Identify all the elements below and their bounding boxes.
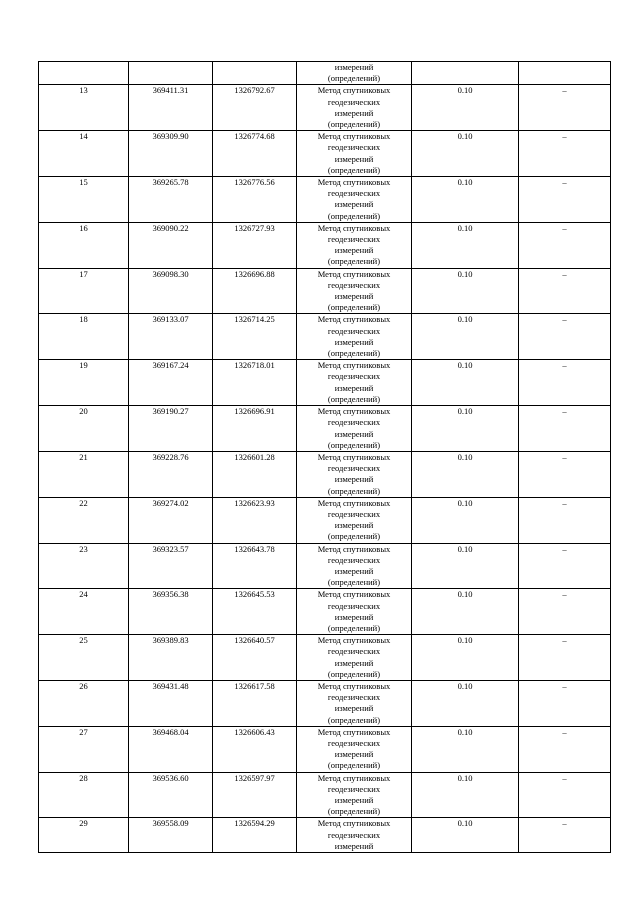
method-line: измерений xyxy=(334,840,374,851)
method-line: измерений xyxy=(334,382,374,393)
accuracy-cell: 0.10 xyxy=(412,497,519,543)
x-coordinate-cell: 369190.27 xyxy=(129,406,213,452)
method-line: (определений) xyxy=(327,806,381,817)
accuracy-cell: 0.10 xyxy=(412,680,519,726)
x-coordinate-cell: 369389.83 xyxy=(129,635,213,681)
method-line: измерений xyxy=(334,474,374,485)
method-cell xyxy=(297,177,412,223)
method-line: (определений) xyxy=(327,119,381,130)
method-line: Метод спутниковых xyxy=(317,497,391,508)
method-line: (определений) xyxy=(327,485,381,496)
method-cell xyxy=(297,589,412,635)
point-number-cell xyxy=(39,62,129,85)
method-line: (определений) xyxy=(327,760,381,771)
point-number-cell: 20 xyxy=(39,406,129,452)
method-line: геодезических xyxy=(327,829,381,840)
accuracy-cell: 0.10 xyxy=(412,85,519,131)
accuracy-cell: 0.10 xyxy=(412,726,519,772)
y-coordinate-cell: 1326601.28 xyxy=(213,451,297,497)
method-line: измерений xyxy=(334,611,374,622)
method-cell xyxy=(297,268,412,314)
method-line: геодезических xyxy=(327,417,381,428)
method-cell xyxy=(297,222,412,268)
description-cell: – xyxy=(519,680,611,726)
point-number-cell: 23 xyxy=(39,543,129,589)
method-cell xyxy=(297,726,412,772)
accuracy-cell xyxy=(412,62,519,85)
table-row xyxy=(39,268,611,314)
x-coordinate-cell: 369536.60 xyxy=(129,772,213,818)
y-coordinate-cell: 1326643.78 xyxy=(213,543,297,589)
method-line: Метод спутниковых xyxy=(317,177,391,188)
method-line: геодезических xyxy=(327,737,381,748)
table-row xyxy=(39,451,611,497)
y-coordinate-cell: 1326623.93 xyxy=(213,497,297,543)
table-row xyxy=(39,131,611,177)
table-row xyxy=(39,635,611,681)
accuracy-cell: 0.10 xyxy=(412,451,519,497)
method-line: (определений) xyxy=(327,348,381,359)
method-cell xyxy=(297,543,412,589)
method-cell xyxy=(297,314,412,360)
method-line: геодезических xyxy=(327,188,381,199)
table-row xyxy=(39,314,611,360)
method-line: измерений xyxy=(334,291,374,302)
method-line: геодезических xyxy=(327,96,381,107)
method-line: измерений xyxy=(334,749,374,760)
x-coordinate-cell: 369411.31 xyxy=(129,85,213,131)
table-row xyxy=(39,360,611,406)
method-line: Метод спутниковых xyxy=(317,543,391,554)
y-coordinate-cell: 1326792.67 xyxy=(213,85,297,131)
point-number-cell: 14 xyxy=(39,131,129,177)
method-cell xyxy=(297,818,412,853)
description-cell: – xyxy=(519,451,611,497)
x-coordinate-cell: 369265.78 xyxy=(129,177,213,223)
table-row xyxy=(39,222,611,268)
method-line: геодезических xyxy=(327,325,381,336)
y-coordinate-cell: 1326696.88 xyxy=(213,268,297,314)
x-coordinate-cell: 369228.76 xyxy=(129,451,213,497)
method-cell xyxy=(297,451,412,497)
method-line: (определений) xyxy=(327,210,381,221)
method-cell xyxy=(297,85,412,131)
method-line: (определений) xyxy=(327,531,381,542)
method-line: геодезических xyxy=(327,692,381,703)
y-coordinate-cell: 1326774.68 xyxy=(213,131,297,177)
description-cell: – xyxy=(519,360,611,406)
method-line: Метод спутниковых xyxy=(317,406,391,417)
point-number-cell: 27 xyxy=(39,726,129,772)
method-cell xyxy=(297,360,412,406)
point-number-cell: 24 xyxy=(39,589,129,635)
description-cell: – xyxy=(519,131,611,177)
method-line: геодезических xyxy=(327,142,381,153)
method-line: измерений xyxy=(334,153,374,164)
x-coordinate-cell xyxy=(129,62,213,85)
y-coordinate-cell: 1326597.97 xyxy=(213,772,297,818)
method-line: (определений) xyxy=(327,668,381,679)
point-number-cell: 21 xyxy=(39,451,129,497)
method-line: Метод спутниковых xyxy=(317,818,391,829)
method-line: (определений) xyxy=(327,577,381,588)
method-line: Метод спутниковых xyxy=(317,589,391,600)
method-line: геодезических xyxy=(327,508,381,519)
method-line: Метод спутниковых xyxy=(317,85,391,96)
method-line: Метод спутниковых xyxy=(317,314,391,325)
point-number-cell: 22 xyxy=(39,497,129,543)
method-cell xyxy=(297,772,412,818)
description-cell: – xyxy=(519,85,611,131)
method-line: геодезических xyxy=(327,463,381,474)
accuracy-cell: 0.10 xyxy=(412,406,519,452)
point-number-cell: 25 xyxy=(39,635,129,681)
method-line: (определений) xyxy=(327,714,381,725)
method-line: измерений xyxy=(334,703,374,714)
y-coordinate-cell: 1326727.93 xyxy=(213,222,297,268)
x-coordinate-cell: 369309.90 xyxy=(129,131,213,177)
method-line: измерений xyxy=(334,245,374,256)
point-number-cell: 29 xyxy=(39,818,129,853)
x-coordinate-cell: 369098.30 xyxy=(129,268,213,314)
description-cell: – xyxy=(519,589,611,635)
point-number-cell: 16 xyxy=(39,222,129,268)
method-line: геодезических xyxy=(327,646,381,657)
y-coordinate-cell: 1326645.53 xyxy=(213,589,297,635)
method-line: геодезических xyxy=(327,600,381,611)
method-cell xyxy=(297,131,412,177)
method-line: Метод спутниковых xyxy=(317,360,391,371)
description-cell: – xyxy=(519,726,611,772)
accuracy-cell: 0.10 xyxy=(412,268,519,314)
method-line: измерений xyxy=(334,62,374,72)
method-line: (определений) xyxy=(327,622,381,633)
x-coordinate-cell: 369558.09 xyxy=(129,818,213,853)
accuracy-cell: 0.10 xyxy=(412,818,519,853)
coordinates-table-body xyxy=(39,62,611,853)
accuracy-cell: 0.10 xyxy=(412,589,519,635)
method-line: измерений xyxy=(334,657,374,668)
method-line: измерений xyxy=(334,107,374,118)
accuracy-cell: 0.10 xyxy=(412,131,519,177)
accuracy-cell: 0.10 xyxy=(412,177,519,223)
y-coordinate-cell: 1326696.91 xyxy=(213,406,297,452)
method-line: измерений xyxy=(334,428,374,439)
method-line: (определений) xyxy=(327,73,381,84)
method-line: (определений) xyxy=(327,302,381,313)
accuracy-cell: 0.10 xyxy=(412,635,519,681)
description-cell: – xyxy=(519,314,611,360)
table-row xyxy=(39,543,611,589)
table-row xyxy=(39,818,611,853)
method-line: геодезических xyxy=(327,554,381,565)
table-row xyxy=(39,589,611,635)
point-number-cell: 15 xyxy=(39,177,129,223)
method-cell xyxy=(297,62,412,85)
method-line: геодезических xyxy=(327,371,381,382)
description-cell: – xyxy=(519,222,611,268)
method-line: геодезических xyxy=(327,279,381,290)
accuracy-cell: 0.10 xyxy=(412,222,519,268)
method-line: (определений) xyxy=(327,439,381,450)
method-cell xyxy=(297,680,412,726)
y-coordinate-cell: 1326718.01 xyxy=(213,360,297,406)
method-line: (определений) xyxy=(327,256,381,267)
coordinates-table xyxy=(38,61,611,853)
x-coordinate-cell: 369090.22 xyxy=(129,222,213,268)
point-number-cell: 28 xyxy=(39,772,129,818)
description-cell xyxy=(519,62,611,85)
y-coordinate-cell: 1326594.29 xyxy=(213,818,297,853)
method-cell xyxy=(297,497,412,543)
x-coordinate-cell: 369468.04 xyxy=(129,726,213,772)
method-line: Метод спутниковых xyxy=(317,772,391,783)
y-coordinate-cell: 1326606.43 xyxy=(213,726,297,772)
method-line: Метод спутниковых xyxy=(317,222,391,233)
description-cell: – xyxy=(519,635,611,681)
description-cell: – xyxy=(519,818,611,853)
x-coordinate-cell: 369323.57 xyxy=(129,543,213,589)
accuracy-cell: 0.10 xyxy=(412,360,519,406)
y-coordinate-cell: 1326776.56 xyxy=(213,177,297,223)
description-cell: – xyxy=(519,772,611,818)
description-cell: – xyxy=(519,497,611,543)
description-cell: – xyxy=(519,543,611,589)
table-row xyxy=(39,85,611,131)
y-coordinate-cell: 1326640.57 xyxy=(213,635,297,681)
method-line: Метод спутниковых xyxy=(317,726,391,737)
table-row-continued xyxy=(39,62,611,85)
x-coordinate-cell: 369356.38 xyxy=(129,589,213,635)
description-cell: – xyxy=(519,177,611,223)
table-row xyxy=(39,177,611,223)
point-number-cell: 13 xyxy=(39,85,129,131)
y-coordinate-cell: 1326714.25 xyxy=(213,314,297,360)
table-row xyxy=(39,726,611,772)
method-line: геодезических xyxy=(327,783,381,794)
accuracy-cell: 0.10 xyxy=(412,543,519,589)
description-cell: – xyxy=(519,406,611,452)
x-coordinate-cell: 369274.02 xyxy=(129,497,213,543)
y-coordinate-cell xyxy=(213,62,297,85)
point-number-cell: 17 xyxy=(39,268,129,314)
method-line: измерений xyxy=(334,795,374,805)
point-number-cell: 19 xyxy=(39,360,129,406)
method-line: Метод спутниковых xyxy=(317,451,391,462)
method-line: Метод спутниковых xyxy=(317,131,391,142)
accuracy-cell: 0.10 xyxy=(412,314,519,360)
x-coordinate-cell: 369167.24 xyxy=(129,360,213,406)
method-line: измерений xyxy=(334,336,374,347)
method-line: Метод спутниковых xyxy=(317,680,391,691)
point-number-cell: 18 xyxy=(39,314,129,360)
method-line: измерений xyxy=(334,565,374,576)
method-cell xyxy=(297,406,412,452)
method-line: измерений xyxy=(334,520,374,531)
method-line: измерений xyxy=(334,199,374,210)
method-line: (определений) xyxy=(327,393,381,404)
table-row xyxy=(39,497,611,543)
method-line: геодезических xyxy=(327,234,381,245)
x-coordinate-cell: 369431.48 xyxy=(129,680,213,726)
method-line: Метод спутниковых xyxy=(317,635,391,646)
table-row xyxy=(39,680,611,726)
x-coordinate-cell: 369133.07 xyxy=(129,314,213,360)
accuracy-cell: 0.10 xyxy=(412,772,519,818)
table-row xyxy=(39,772,611,818)
y-coordinate-cell: 1326617.58 xyxy=(213,680,297,726)
method-line: Метод спутниковых xyxy=(317,268,391,279)
method-cell xyxy=(297,635,412,681)
point-number-cell: 26 xyxy=(39,680,129,726)
description-cell: – xyxy=(519,268,611,314)
method-line: (определений) xyxy=(327,164,381,175)
table-row xyxy=(39,406,611,452)
